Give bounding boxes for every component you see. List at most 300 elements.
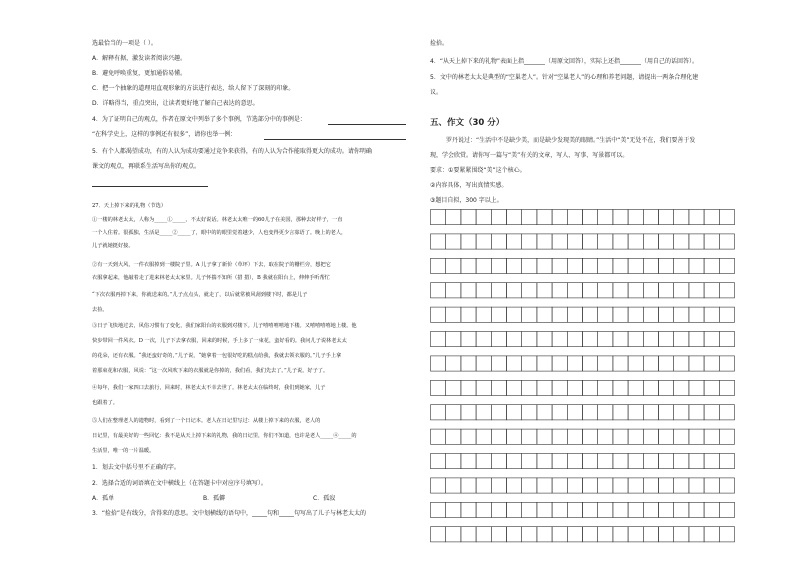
grid-cell[interactable] <box>507 454 522 469</box>
grid-cell[interactable] <box>522 454 537 469</box>
grid-cell[interactable] <box>431 283 446 298</box>
grid-cell[interactable] <box>522 380 537 395</box>
grid-cell[interactable] <box>461 258 476 273</box>
grid-cell[interactable] <box>552 258 567 273</box>
grid-cell[interactable] <box>552 210 567 225</box>
grid-cell[interactable] <box>507 380 522 395</box>
grid-cell[interactable] <box>613 454 628 469</box>
grid-cell[interactable] <box>461 429 476 444</box>
grid-cell[interactable] <box>431 527 446 542</box>
grid-cell[interactable] <box>507 283 522 298</box>
grid-cell[interactable] <box>643 429 658 444</box>
grid-cell[interactable] <box>461 502 476 517</box>
grid-cell[interactable] <box>598 258 613 273</box>
grid-cell[interactable] <box>522 332 537 347</box>
grid-cell[interactable] <box>537 478 552 493</box>
grid-cell[interactable] <box>522 429 537 444</box>
grid-cell[interactable] <box>507 258 522 273</box>
grid-cell[interactable] <box>613 234 628 249</box>
grid-cell[interactable] <box>628 405 643 420</box>
grid-cell[interactable] <box>583 234 598 249</box>
grid-cell[interactable] <box>674 356 689 371</box>
grid-cell[interactable] <box>552 380 567 395</box>
grid-cell[interactable] <box>598 454 613 469</box>
grid-cell[interactable] <box>659 258 674 273</box>
grid-cell[interactable] <box>583 478 598 493</box>
grid-cell[interactable] <box>583 405 598 420</box>
grid-cell[interactable] <box>507 332 522 347</box>
grid-cell[interactable] <box>537 234 552 249</box>
grid-cell[interactable] <box>491 380 506 395</box>
grid-cell[interactable] <box>476 527 491 542</box>
grid-cell[interactable] <box>704 380 719 395</box>
grid-cell[interactable] <box>659 405 674 420</box>
grid-cell[interactable] <box>628 234 643 249</box>
grid-cell[interactable] <box>537 356 552 371</box>
grid-cell[interactable] <box>643 405 658 420</box>
grid-cell[interactable] <box>446 405 461 420</box>
grid-cell[interactable] <box>628 283 643 298</box>
choice-b: B．孤僻 <box>203 495 226 502</box>
grid-cell[interactable] <box>719 234 734 249</box>
grid-cell[interactable] <box>719 478 734 493</box>
grid-cell[interactable] <box>552 478 567 493</box>
grid-cell[interactable] <box>476 405 491 420</box>
grid-cell[interactable] <box>446 283 461 298</box>
grid-cell[interactable] <box>598 502 613 517</box>
grid-cell[interactable] <box>461 332 476 347</box>
grid-cell[interactable] <box>674 234 689 249</box>
grid-cell[interactable] <box>628 332 643 347</box>
grid-cell[interactable] <box>659 478 674 493</box>
grid-cell[interactable] <box>446 210 461 225</box>
grid-cell[interactable] <box>598 380 613 395</box>
grid-cell[interactable] <box>704 478 719 493</box>
grid-cell[interactable] <box>598 307 613 322</box>
grid-cell[interactable] <box>567 307 582 322</box>
grid-cell[interactable] <box>491 356 506 371</box>
passage-line: 也跟着了。 <box>92 400 118 406</box>
grid-cell[interactable] <box>476 210 491 225</box>
grid-cell[interactable] <box>522 283 537 298</box>
grid-cell[interactable] <box>613 478 628 493</box>
grid-cell[interactable] <box>704 454 719 469</box>
grid-cell[interactable] <box>491 332 506 347</box>
grid-cell[interactable] <box>507 356 522 371</box>
grid-cell[interactable] <box>491 527 506 542</box>
grid-cell[interactable] <box>552 332 567 347</box>
grid-cell[interactable] <box>719 283 734 298</box>
grid-cell[interactable] <box>689 258 704 273</box>
grid-cell[interactable] <box>552 307 567 322</box>
sub-question-1: 1．划去文中括号里不正确的字。 <box>92 464 180 471</box>
section-title: 五、作文（30 分） <box>430 118 505 128</box>
grid-cell[interactable] <box>598 283 613 298</box>
grid-cell[interactable] <box>689 454 704 469</box>
grid-cell[interactable] <box>537 258 552 273</box>
grid-cell[interactable] <box>491 283 506 298</box>
grid-cell[interactable] <box>704 258 719 273</box>
grid-cell[interactable] <box>446 332 461 347</box>
grid-cell[interactable] <box>567 478 582 493</box>
grid-cell[interactable] <box>689 283 704 298</box>
grid-cell[interactable] <box>674 307 689 322</box>
grid-cell[interactable] <box>704 502 719 517</box>
grid-cell[interactable] <box>719 332 734 347</box>
grid-cell[interactable] <box>567 234 582 249</box>
grid-cell[interactable] <box>598 478 613 493</box>
grid-cell[interactable] <box>507 234 522 249</box>
grid-cell[interactable] <box>491 258 506 273</box>
grid-cell[interactable] <box>659 283 674 298</box>
grid-cell[interactable] <box>689 356 704 371</box>
question-5-cont: 课文的观点，再联系生活写出你的观点。 <box>92 163 201 170</box>
grid-cell[interactable] <box>659 454 674 469</box>
grid-cell[interactable] <box>507 527 522 542</box>
grid-cell[interactable] <box>674 405 689 420</box>
grid-cell[interactable] <box>704 234 719 249</box>
grid-cell[interactable] <box>461 283 476 298</box>
grid-cell[interactable] <box>567 429 582 444</box>
grid-cell[interactable] <box>598 356 613 371</box>
grid-cell[interactable] <box>537 332 552 347</box>
grid-cell[interactable] <box>446 356 461 371</box>
grid-cell[interactable] <box>537 405 552 420</box>
grid-cell[interactable] <box>689 527 704 542</box>
grid-cell[interactable] <box>613 210 628 225</box>
grid-cell[interactable] <box>674 258 689 273</box>
grid-cell[interactable] <box>628 478 643 493</box>
grid-cell[interactable] <box>704 307 719 322</box>
answer-line[interactable] <box>328 124 406 125</box>
grid-cell[interactable] <box>659 527 674 542</box>
grid-cell[interactable] <box>537 307 552 322</box>
grid-cell[interactable] <box>659 307 674 322</box>
grid-cell[interactable] <box>522 210 537 225</box>
grid-cell[interactable] <box>719 258 734 273</box>
grid-cell[interactable] <box>552 429 567 444</box>
grid-cell[interactable] <box>704 210 719 225</box>
grid-cell[interactable] <box>674 478 689 493</box>
grid-cell[interactable] <box>446 478 461 493</box>
grid-cell[interactable] <box>628 307 643 322</box>
grid-cell[interactable] <box>446 527 461 542</box>
grid-cell[interactable] <box>583 332 598 347</box>
requirement-line: 要求：①要紧紧围绕“美”这个核心。 <box>430 167 526 174</box>
grid-cell[interactable] <box>689 234 704 249</box>
grid-cell[interactable] <box>476 454 491 469</box>
grid-cell[interactable] <box>431 210 446 225</box>
question-4-right: 4．“从天上掉下来的礼物”表面上指_______（用原文回答），实际上还指_______（用自己的话回答）。 <box>430 58 699 65</box>
grid-cell[interactable] <box>583 454 598 469</box>
grid-cell[interactable] <box>522 258 537 273</box>
grid-cell[interactable] <box>674 527 689 542</box>
grid-cell[interactable] <box>704 405 719 420</box>
grid-cell[interactable] <box>567 405 582 420</box>
grid-cell[interactable] <box>674 380 689 395</box>
option-a: A．解释有据，激发读者阅读兴趣。 <box>92 55 187 62</box>
grid-cell[interactable] <box>431 356 446 371</box>
grid-cell[interactable] <box>719 356 734 371</box>
grid-cell[interactable] <box>461 454 476 469</box>
grid-cell[interactable] <box>491 210 506 225</box>
grid-cell[interactable] <box>476 258 491 273</box>
grid-cell[interactable] <box>431 478 446 493</box>
grid-cell[interactable] <box>537 502 552 517</box>
grid-cell[interactable] <box>598 210 613 225</box>
grid-cell[interactable] <box>446 258 461 273</box>
grid-cell[interactable] <box>704 429 719 444</box>
grid-cell[interactable] <box>491 405 506 420</box>
grid-cell[interactable] <box>628 210 643 225</box>
grid-cell[interactable] <box>659 502 674 517</box>
passage-line: ②有一天到大风，一件衣服掉到一楼院子里。A 儿子拿了新价（草坪）下去，取在院子的栅栏旁，想把它 <box>92 262 331 268</box>
grid-cell[interactable] <box>659 234 674 249</box>
grid-cell[interactable] <box>522 356 537 371</box>
grid-cell[interactable] <box>719 210 734 225</box>
grid-cell[interactable] <box>643 283 658 298</box>
grid-cell[interactable] <box>689 210 704 225</box>
grid-cell[interactable] <box>446 454 461 469</box>
grid-cell[interactable] <box>583 258 598 273</box>
grid-cell[interactable] <box>461 380 476 395</box>
grid-cell[interactable] <box>583 429 598 444</box>
grid-cell[interactable] <box>567 380 582 395</box>
grid-cell[interactable] <box>674 502 689 517</box>
grid-cell[interactable] <box>552 527 567 542</box>
grid-cell[interactable] <box>552 283 567 298</box>
grid-cell[interactable] <box>522 527 537 542</box>
grid-cell[interactable] <box>431 454 446 469</box>
grid-cell[interactable] <box>643 454 658 469</box>
grid-cell[interactable] <box>719 429 734 444</box>
grid-cell[interactable] <box>704 356 719 371</box>
grid-cell[interactable] <box>567 332 582 347</box>
grid-cell[interactable] <box>719 307 734 322</box>
grid-cell[interactable] <box>643 258 658 273</box>
grid-cell[interactable] <box>643 307 658 322</box>
grid-cell[interactable] <box>537 380 552 395</box>
grid-cell[interactable] <box>522 478 537 493</box>
grid-cell[interactable] <box>598 429 613 444</box>
grid-cell[interactable] <box>522 405 537 420</box>
answer-line[interactable] <box>92 186 208 187</box>
question-4: 4．为了证明自己的观点，作者在原文中列举了多个事例，节选部分中的事例是： <box>92 116 306 123</box>
grid-cell[interactable] <box>613 502 628 517</box>
grid-cell[interactable] <box>461 307 476 322</box>
grid-cell[interactable] <box>719 454 734 469</box>
grid-cell[interactable] <box>643 380 658 395</box>
grid-cell[interactable] <box>537 283 552 298</box>
grid-cell[interactable] <box>628 502 643 517</box>
grid-cell[interactable] <box>507 478 522 493</box>
grid-cell[interactable] <box>476 478 491 493</box>
grid-cell[interactable] <box>431 234 446 249</box>
grid-cell[interactable] <box>461 234 476 249</box>
grid-cell[interactable] <box>461 356 476 371</box>
grid-cell[interactable] <box>643 332 658 347</box>
grid-cell[interactable] <box>643 478 658 493</box>
grid-cell[interactable] <box>674 429 689 444</box>
grid-cell[interactable] <box>613 356 628 371</box>
grid-cell[interactable] <box>689 429 704 444</box>
grid-cell[interactable] <box>674 454 689 469</box>
grid-cell[interactable] <box>583 356 598 371</box>
grid-cell[interactable] <box>659 210 674 225</box>
grid-cell[interactable] <box>689 380 704 395</box>
grid-cell[interactable] <box>659 380 674 395</box>
continued-text: 捡拾。 <box>430 40 449 47</box>
grid-cell[interactable] <box>674 210 689 225</box>
grid-cell[interactable] <box>431 502 446 517</box>
grid-cell[interactable] <box>567 356 582 371</box>
grid-cell[interactable] <box>583 527 598 542</box>
grid-cell[interactable] <box>643 356 658 371</box>
grid-cell[interactable] <box>567 454 582 469</box>
passage-line: 的花朵，还有衣服。“我还蛮好奇的，”儿子说，“她拿着一包很好吃的糕点给我，我就去领衣服的。”儿子手上拿 <box>92 353 342 359</box>
grid-cell[interactable] <box>507 429 522 444</box>
grid-cell[interactable] <box>431 429 446 444</box>
grid-cell[interactable] <box>476 307 491 322</box>
writing-grid[interactable] <box>430 209 750 549</box>
grid-cell[interactable] <box>461 527 476 542</box>
grid-cell[interactable] <box>431 307 446 322</box>
grid-cell[interactable] <box>461 478 476 493</box>
grid-cell[interactable] <box>583 307 598 322</box>
grid-cell[interactable] <box>613 307 628 322</box>
passage-line: 着那束花和衣服，风说：“这一次风吹下来的衣服就是你掉的，我们看，我们先去了。”儿子说。好子了。 <box>92 368 329 374</box>
grid-cell[interactable] <box>491 429 506 444</box>
grid-cell[interactable] <box>537 454 552 469</box>
grid-cell[interactable] <box>613 527 628 542</box>
grid-cell[interactable] <box>446 429 461 444</box>
grid-cell[interactable] <box>659 429 674 444</box>
grid-cell[interactable] <box>431 332 446 347</box>
grid-cell[interactable] <box>613 405 628 420</box>
grid-cell[interactable] <box>689 332 704 347</box>
grid-cell[interactable] <box>674 283 689 298</box>
passage-line: 生活里，唯一的一片温暖。 <box>92 448 155 454</box>
grid-cell[interactable] <box>446 234 461 249</box>
grid-cell[interactable] <box>719 502 734 517</box>
sub-question-2: 2．选择合适的词语填在文中横线上（在答题卡中对应序号填写）。 <box>92 480 267 487</box>
grid-cell[interactable] <box>461 405 476 420</box>
grid-cell[interactable] <box>689 307 704 322</box>
grid-cell[interactable] <box>583 380 598 395</box>
grid-cell[interactable] <box>567 502 582 517</box>
grid-cell[interactable] <box>552 234 567 249</box>
grid-cell[interactable] <box>628 429 643 444</box>
grid-cell[interactable] <box>537 527 552 542</box>
grid-cell[interactable] <box>431 380 446 395</box>
grid-cell[interactable] <box>522 502 537 517</box>
grid-cell[interactable] <box>476 234 491 249</box>
answer-line[interactable] <box>264 139 406 140</box>
grid-cell[interactable] <box>719 527 734 542</box>
grid-cell[interactable] <box>674 332 689 347</box>
grid-cell[interactable] <box>613 258 628 273</box>
grid-cell[interactable] <box>567 527 582 542</box>
grid-cell[interactable] <box>507 307 522 322</box>
grid-cell[interactable] <box>552 454 567 469</box>
grid-cell[interactable] <box>689 502 704 517</box>
grid-cell[interactable] <box>491 478 506 493</box>
grid-cell[interactable] <box>643 527 658 542</box>
grid-cell[interactable] <box>628 527 643 542</box>
grid-cell[interactable] <box>476 380 491 395</box>
grid-cell[interactable] <box>598 405 613 420</box>
grid-cell[interactable] <box>552 502 567 517</box>
grid-cell[interactable] <box>643 234 658 249</box>
grid-cell[interactable] <box>522 234 537 249</box>
grid-cell[interactable] <box>567 258 582 273</box>
grid-cell[interactable] <box>613 283 628 298</box>
grid-cell[interactable] <box>689 405 704 420</box>
grid-cell[interactable] <box>704 283 719 298</box>
grid-cell[interactable] <box>476 429 491 444</box>
grid-cell[interactable] <box>567 210 582 225</box>
grid-cell[interactable] <box>491 502 506 517</box>
grid-cell[interactable] <box>598 332 613 347</box>
grid-cell[interactable] <box>689 478 704 493</box>
grid-cell[interactable] <box>507 502 522 517</box>
grid-cell[interactable] <box>613 332 628 347</box>
grid-cell[interactable] <box>446 307 461 322</box>
grid-cell[interactable] <box>522 307 537 322</box>
grid-cell[interactable] <box>491 307 506 322</box>
grid-cell[interactable] <box>476 502 491 517</box>
grid-cell[interactable] <box>628 454 643 469</box>
grid-cell[interactable] <box>719 405 734 420</box>
grid-cell[interactable] <box>446 380 461 395</box>
grid-cell[interactable] <box>507 210 522 225</box>
grid-cell[interactable] <box>583 210 598 225</box>
grid-cell[interactable] <box>583 283 598 298</box>
grid-cell[interactable] <box>567 283 582 298</box>
grid-cell[interactable] <box>598 234 613 249</box>
grid-cell[interactable] <box>659 332 674 347</box>
grid-cell[interactable] <box>613 429 628 444</box>
grid-cell[interactable] <box>719 380 734 395</box>
grid-cell[interactable] <box>431 258 446 273</box>
grid-cell[interactable] <box>552 405 567 420</box>
grid-cell[interactable] <box>476 356 491 371</box>
grid-cell[interactable] <box>461 210 476 225</box>
grid-cell[interactable] <box>613 380 628 395</box>
grid-cell[interactable] <box>583 502 598 517</box>
grid-cell[interactable] <box>704 527 719 542</box>
grid-cell[interactable] <box>704 332 719 347</box>
grid-cell[interactable] <box>491 454 506 469</box>
grid-cell[interactable] <box>446 502 461 517</box>
grid-cell[interactable] <box>659 356 674 371</box>
grid-cell[interactable] <box>431 405 446 420</box>
grid-cell[interactable] <box>552 356 567 371</box>
grid-cell[interactable] <box>598 527 613 542</box>
grid-cell[interactable] <box>628 258 643 273</box>
grid-cell[interactable] <box>476 283 491 298</box>
question-5-right: 5．文中的林老太太是典型的“空巢老人”。针对“空巢老人”的心理和养老问题，请提出一两条合理化建 <box>430 74 699 81</box>
grid-cell[interactable] <box>537 210 552 225</box>
grid-cell[interactable] <box>628 380 643 395</box>
grid-cell[interactable] <box>643 502 658 517</box>
grid-cell[interactable] <box>537 429 552 444</box>
grid-cell[interactable] <box>507 405 522 420</box>
grid-cell[interactable] <box>628 356 643 371</box>
grid-cell[interactable] <box>643 210 658 225</box>
grid-cell[interactable] <box>491 234 506 249</box>
grid-cell[interactable] <box>476 332 491 347</box>
